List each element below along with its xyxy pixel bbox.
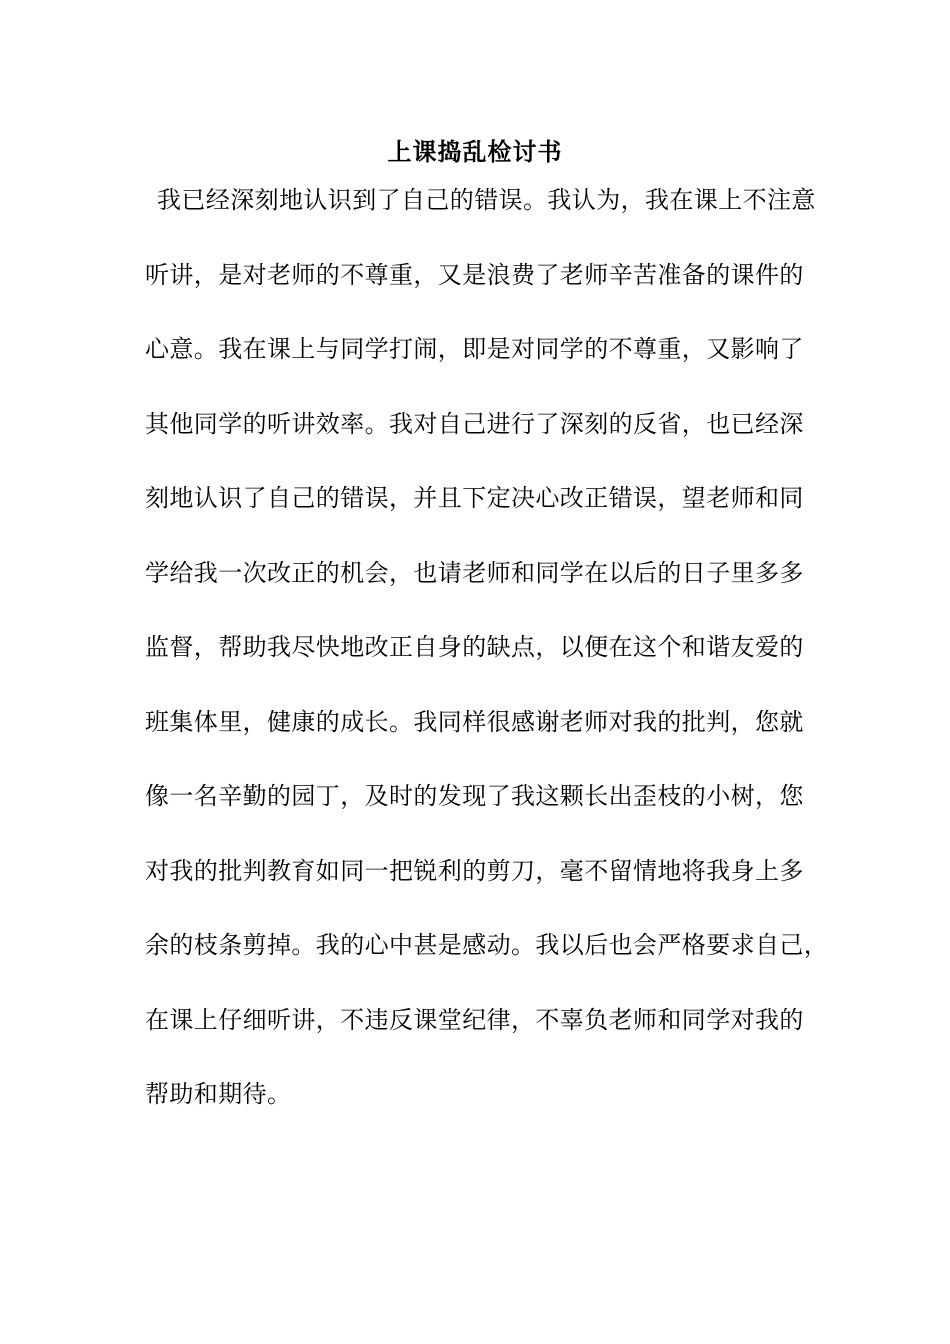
body-line: 班集体里，健康的成长。我同样很感谢老师对我的批判，您就 xyxy=(145,707,804,736)
document-body xyxy=(145,182,835,1151)
body-line: 余的枝条剪掉。我的心中甚是感动。我以后也会严格要求自己， xyxy=(145,931,829,959)
body-line: 像一名辛勤的园丁，及时的发现了我这颗长出歪枝的小树，您 xyxy=(145,782,804,810)
body-line: 学给我一次改正的机会，也请老师和同学在以后的日子里多多 xyxy=(145,558,804,587)
body-line: 心意。我在课上与同学打闹，即是对同学的不尊重，又影响了 xyxy=(145,335,804,363)
body-line: 我已经深刻地认识到了自己的错误。我认为，我在课上不注意 xyxy=(157,186,816,214)
body-line: 帮助和期待。 xyxy=(145,1080,292,1108)
body-line: 其他同学的听讲效率。我对自己进行了深刻的反省，也已经深 xyxy=(145,409,804,438)
body-line: 对我的批判教育如同一把锐利的剪刀，毫不留情地将我身上多 xyxy=(145,856,804,885)
body-line: 刻地认识了自己的错误，并且下定决心改正错误，望老师和同 xyxy=(145,484,804,512)
body-line: 听讲，是对老师的不尊重，又是浪费了老师辛苦准备的课件的 xyxy=(145,260,804,289)
document-title: 上课捣乱检讨书 xyxy=(387,137,563,166)
body-line: 在课上仔细听讲，不违反课堂纪律，不辜负老师和同学对我的 xyxy=(145,1005,804,1034)
body-line: 监督，帮助我尽快地改正自身的缺点，以便在这个和谐友爱的 xyxy=(145,633,804,661)
